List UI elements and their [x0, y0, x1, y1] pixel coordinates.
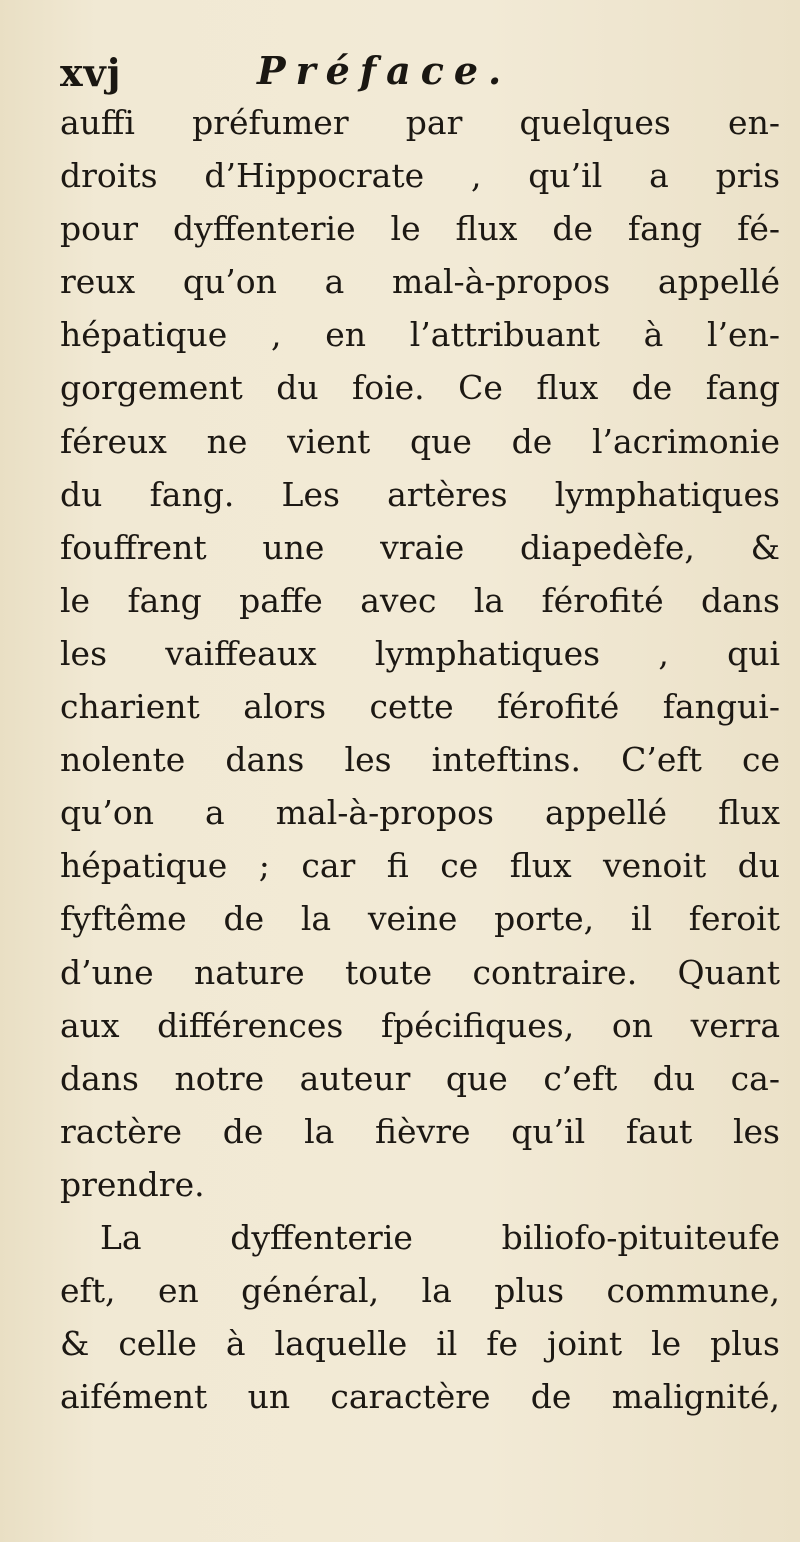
page-number: xvj: [60, 50, 122, 95]
text-line: & celle à laquelle il fe joint le plus: [60, 1324, 780, 1364]
text-line: féreux ne vient que de l’acrimonie: [60, 421, 780, 461]
text-line: hépatique ; car fi ce flux venoit du: [60, 846, 780, 886]
text-line: eft, en général, la plus commune,: [60, 1271, 780, 1311]
text-line: les vaiffeaux lymphatiques , qui: [60, 633, 780, 673]
text-line: d’une nature toute contraire. Quant: [60, 952, 780, 992]
running-title: Préface.: [257, 48, 512, 93]
text-line: pour dyffenterie le flux de fang fé-: [60, 209, 780, 249]
text-line: aifément un caractère de malignité,: [60, 1377, 780, 1417]
body-text: [60, 96, 780, 1423]
text-line: fyftême de la veine porte, il feroit: [60, 899, 780, 939]
text-line: charient alors cette férofité fangui-: [60, 687, 780, 727]
text-line: nolente dans les inteftins. C’eft ce: [60, 740, 780, 780]
text-line: fouffrent une vraie diapedèfe, &: [60, 527, 780, 567]
text-line: reux qu’on a mal-à-propos appellé: [60, 262, 780, 302]
text-line: dans notre auteur que c’eft du ca-: [60, 1058, 780, 1098]
text-line: droits d’Hippocrate , qu’il a pris: [60, 156, 780, 196]
page-header: [60, 42, 760, 102]
text-line: du fang. Les artères lymphatiques: [60, 474, 780, 514]
text-line: qu’on a mal-à-propos appellé flux: [60, 793, 780, 833]
text-line: auffi préfumer par quelques en-: [60, 103, 780, 142]
text-line: gorgement du foie. Ce flux de fang: [60, 368, 780, 408]
text-line: La dyffenterie biliofo-pituiteufe: [100, 1217, 780, 1257]
text-line: prendre.: [60, 1164, 205, 1204]
text-line: le fang paffe avec la férofité dans: [60, 580, 780, 620]
text-line: aux différences fpécifiques, on verra: [60, 1005, 780, 1045]
text-line: ractère de la fièvre qu’il faut les: [60, 1111, 780, 1151]
text-line: hépatique , en l’attribuant à l’en-: [60, 315, 780, 355]
